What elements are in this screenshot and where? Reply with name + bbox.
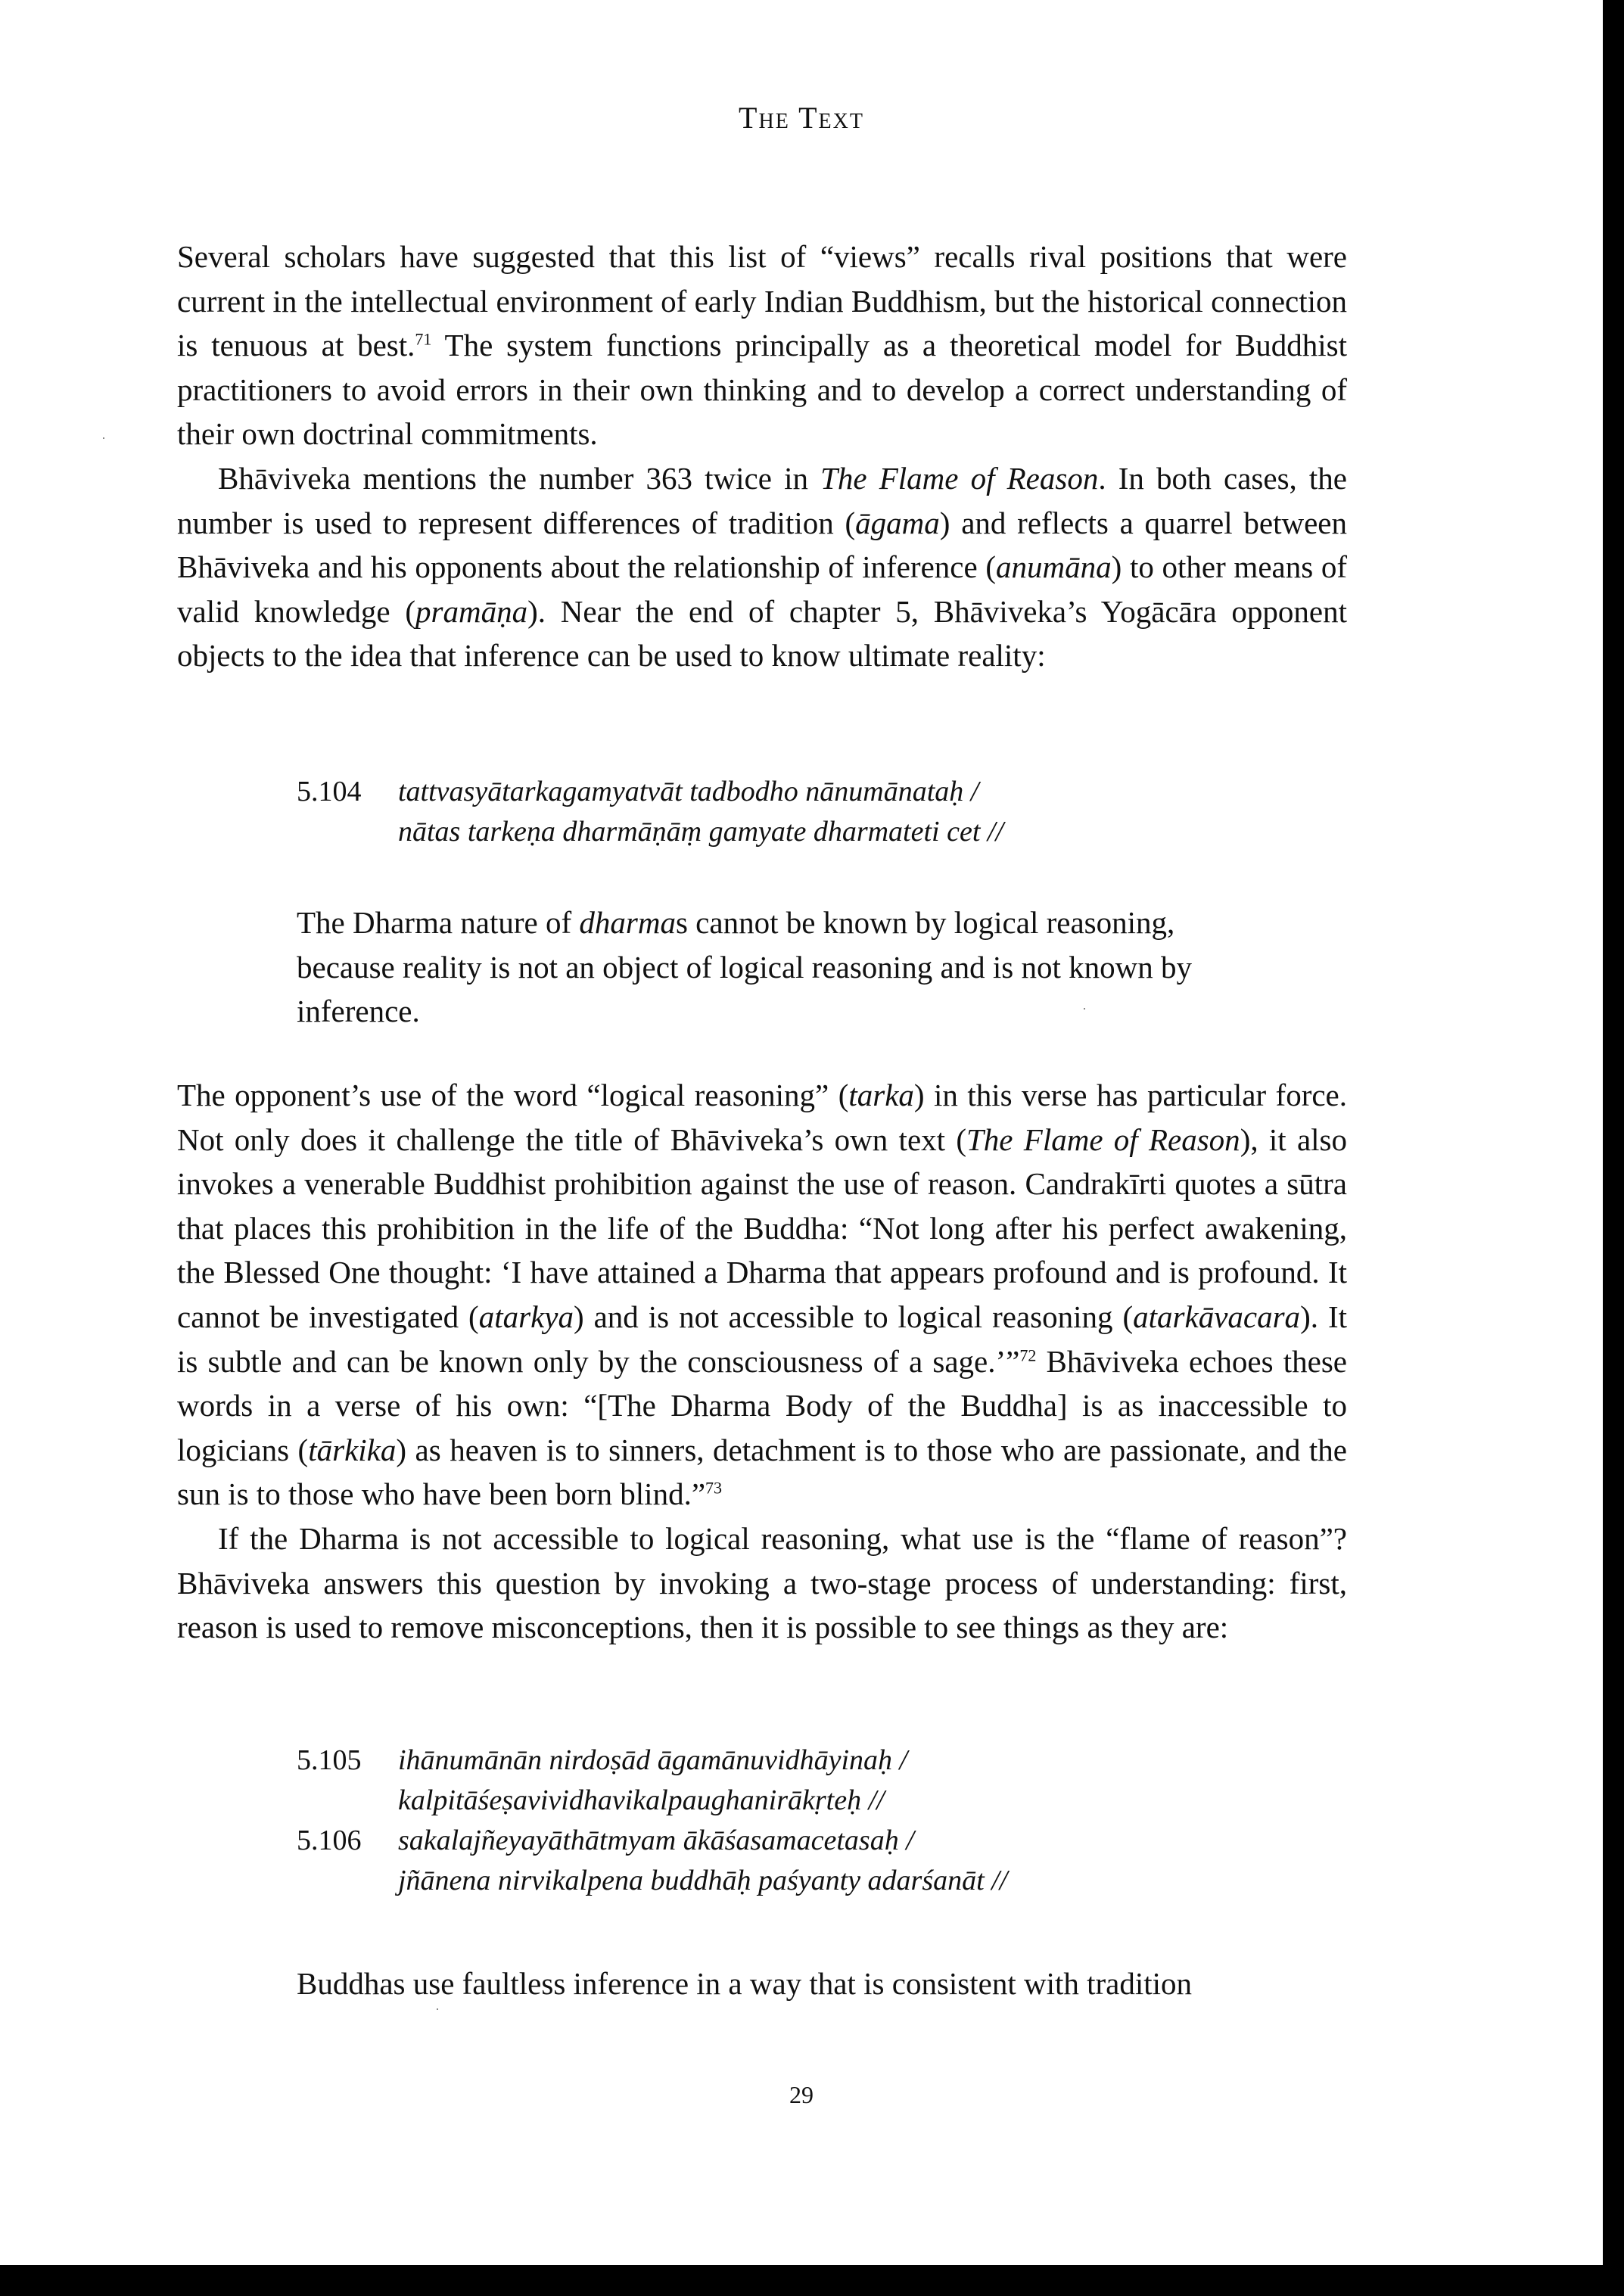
verse-row xyxy=(297,812,1003,852)
verse-translation-1: The Dharma nature of dharmas cannot be known by logical reasoning, because reality is not an object of logical reasoning and is not known by inference. xyxy=(297,905,1192,1029)
italic-term: tarka xyxy=(848,1078,914,1112)
footnote-marker[interactable]: 72 xyxy=(1019,1345,1037,1364)
scan-speck xyxy=(437,2008,438,2010)
verse-number: 5.106 xyxy=(297,1825,362,1856)
paragraph: Bhāviveka mentions the number 363 twice in The Flame of Reason. In both cases, the number is used to represent differences of tradition (āgama) and reflects a quarrel between Bhāviveka and his opponents about the relationship of inference (anumāna) to other means of valid knowledge (pramāṇa). Near the end of chapter 5, Bhāviveka’s Yogācāra opponent objects to the idea that inference can be used to know ultimate reality: xyxy=(177,460,1348,674)
body-text-block-1 xyxy=(177,235,1347,678)
running-head: The Text xyxy=(739,101,864,135)
verse-number: 5.105 xyxy=(297,1744,362,1776)
verse-row xyxy=(297,1821,1007,1861)
verse-line: kalpitāśeṣavividhavikalpaughanirākṛteḥ // xyxy=(398,1784,885,1816)
italic-term: dharma xyxy=(579,905,676,940)
paragraph: The opponent’s use of the word “logical reasoning” (tarka) in this verse has particular force. Not only does it challenge the title of Bhāviveka’s own text (The Flame of Reason), it also invokes a venerable Buddhist prohibition against the use of reason. Candrakīrti quotes a sūtra that places this prohibition in the life of the Buddha: “Not long after his perfect awakening, the Blessed One thought: ‘I have attained a Dharma that appears profound and is profound. It cannot be investigated (atarkya) and is not accessible to logical reasoning (atarkāvacara). It is subtle and can be known only by the consciousness of a sage.’”$^{72}$ Bhāviveka echoes these words in a verse of his own: “[The Dharma Body of the Buddha] is as inaccessible to logicians (tārkika) as heaven is to sinners, detachment is to those who are passionate, and the sun is to those who have been born blind.”$^{73}$ xyxy=(177,1078,1348,1512)
scan-border-right xyxy=(1603,0,1624,2296)
verse-block-5-104 xyxy=(297,772,1003,852)
verse-row xyxy=(297,1781,1007,1821)
scan-border-bottom xyxy=(0,2265,1624,2296)
verse-line: jñānena nirvikalpena buddhāḥ paśyanty adarśanāt // xyxy=(398,1865,1008,1896)
paragraph: Several scholars have suggested that this list of “views” recalls rival positions that were current in the intellectual environment of early Indian Buddhism, but the historical connection is tenuous at best.$^{71}$ The system functions principally as a theoretical model for Buddhist practitioners to avoid errors in their own thinking and to develop a correct understanding of their own doctrinal commitments. xyxy=(177,239,1347,452)
verse-number-blank xyxy=(297,1781,398,1821)
verse-row xyxy=(297,772,1003,812)
verse-line: tattvasyātarkagamyatvāt tadbodho nānumānatаḥ / xyxy=(398,776,979,807)
verse-line: sakalajñeyayāthātmyam ākāśasamacetasaḥ / xyxy=(398,1825,914,1856)
verse-block-5-105-106 xyxy=(297,1741,1007,1901)
verse-row xyxy=(297,1861,1007,1901)
verse-line: nātas tarkeṇa dharmāṇāṃ gamyate dharmateti cet // xyxy=(398,816,1004,848)
verse-line: ihānumānān nirdoṣād āgamānuvidhāyinaḥ / xyxy=(398,1744,908,1776)
footnote-marker[interactable]: 71 xyxy=(415,329,432,349)
italic-term: āgama xyxy=(855,505,940,540)
verse-row xyxy=(297,1741,1007,1781)
scan-speck xyxy=(1084,1008,1085,1010)
italic-term: anumāna xyxy=(996,549,1112,585)
scan-speck xyxy=(103,437,104,439)
verse-translation-2: Buddhas use faultless inference in a way that is consistent with tradition xyxy=(297,1966,1193,2001)
italic-term: atarkya xyxy=(478,1299,574,1334)
verse-number: 5.104 xyxy=(297,776,362,807)
verse-number-blank xyxy=(297,812,398,852)
verse-number-blank xyxy=(297,1861,398,1901)
footnote-marker[interactable]: 73 xyxy=(705,1478,723,1498)
italic-term: The Flame of Reason xyxy=(820,460,1099,496)
italic-term: tārkika xyxy=(308,1432,397,1467)
italic-term: The Flame of Reason xyxy=(966,1122,1240,1157)
italic-term: atarkāvacara xyxy=(1133,1299,1301,1334)
paragraph: If the Dharma is not accessible to logical reasoning, what use is the “flame of reason”? Bhāviveka answers this question by invoking a two-stage process of understanding: first, reason is used to remove misconceptions, then it is possible to see things as they are: xyxy=(177,1520,1347,1645)
page-number: 29 xyxy=(789,2081,814,2108)
italic-term: pramāṇa xyxy=(415,593,528,629)
body-text-block-2 xyxy=(177,1073,1347,1650)
